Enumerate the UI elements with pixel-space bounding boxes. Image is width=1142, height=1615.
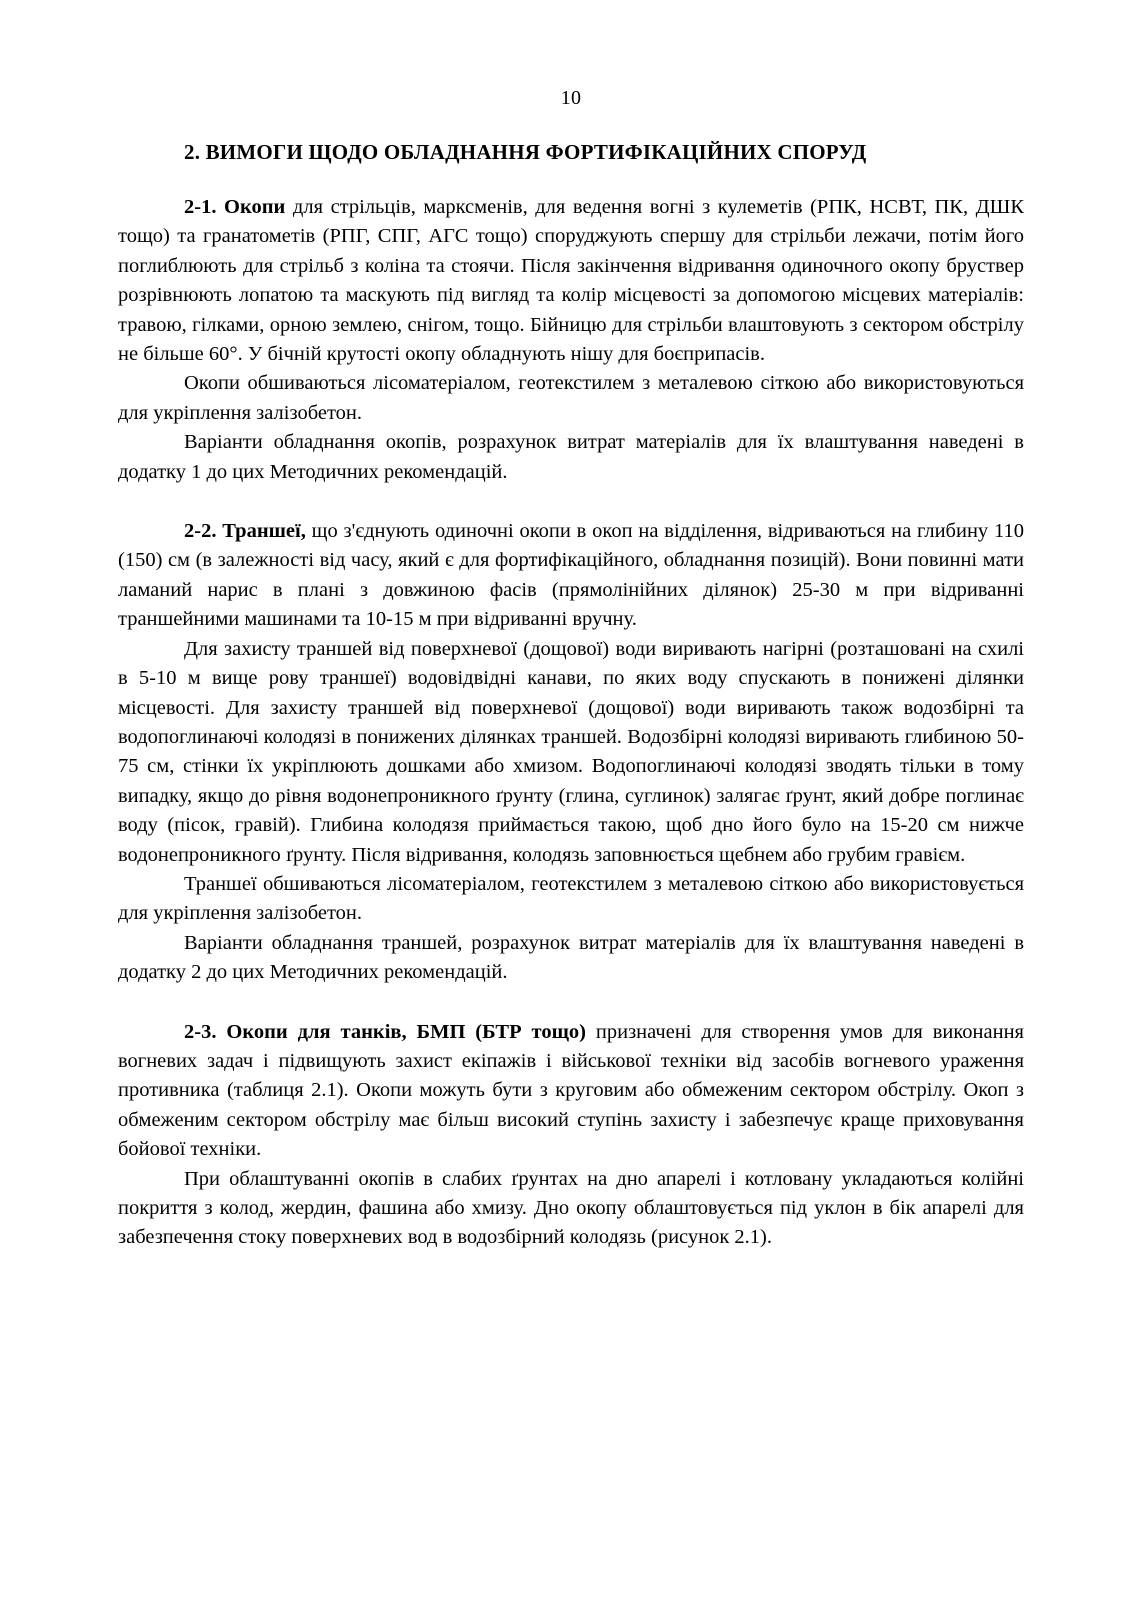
paragraph: [118, 1165, 1024, 1253]
paragraph-text: що з'єднують одиночні окопи в окоп на відділення, відриваються на глибину 110 (150) см (в залежності від часу, який є для фортифікаційного, обладнання позицій). Вони повинні мати ламаний нарис в плані з довжиною фасів (прямолінійних ділянок) 25-30 м при відриванні траншейними машинами та 10-15 м при відриванні вручну.: [118, 520, 1024, 631]
paragraph-text: Варіанти обладнання окопів, розрахунок витрат матеріалів для їх влаштування наведені в додатку 1 до цих Методичних рекомендацій.: [118, 431, 1024, 483]
section-lead-label: 2-1. Окопи: [184, 196, 286, 218]
paragraph-text: Окопи обшиваються лісоматеріалом, геотекстилем з металевою сіткою або використовуються для укріплення залізобетон.: [118, 372, 1024, 424]
paragraph: [118, 517, 1024, 635]
paragraph: [118, 929, 1024, 988]
paragraph-text: Для захисту траншей від поверхневої (дощової) води виривають нагірні (розташовані на схилі в 5-10 м вище рову траншеї) водовідвідні канави, по яких воду спускають в понижені ділянки місцевості. Для захисту траншей від поверхневої (дощової) води виривають також водозбірні та водопоглинаючі колодязі в понижених ділянках траншей. Водозбірні колодязі виривають глибиною 50-75 см, стінки їх укріплюють дошками або хмизом. Водопоглинаючі колодязі зводять тільки в тому випадку, якщо до рівня водонепроникного ґрунту (глина, суглинок) залягає ґрунт, який добре поглинає воду (пісок, гравій). Глибина колодязя приймається такою, щоб дно його було на 15-20 см нижче водонепроникного ґрунту. Після відривання, колодязь заповнюється щебнем або грубим гравієм.: [118, 637, 1024, 866]
paragraph-text: для стрільців, марксменів, для ведення вогні з кулеметів (РПК, НСВТ, ПК, ДШК тощо) та гранатометів (РПГ, СПГ, АГС тощо) споруджують спершу для стрільби лежачи, потім його поглиблюють для стрільб з коліна та стоячи. Після закінчення відривання одиночного окопу бруствер розрівнюють лопатою та маскують під вигляд та колір місцевості за допомогою місцевих матеріалів: травою, гілками, орною землею, снігом, тощо. Бійницю для стрільби влаштовують з сектором обстрілу не більше 60°. У бічній крутості окопу обладнують нішу для боєприпасів.: [118, 196, 1024, 366]
page-content: [118, 137, 1024, 1253]
page-number: 10: [560, 87, 582, 109]
paragraph-text: Траншеї обшиваються лісоматеріалом, геотекстилем з металевою сіткою або використовується для укріплення залізобетон.: [118, 872, 1024, 925]
paragraph: [118, 870, 1024, 929]
paragraph: [118, 369, 1024, 428]
section-2-2: [118, 517, 1024, 988]
paragraph: [118, 428, 1024, 487]
paragraph-text: При облаштуванні окопів в слабих ґрунтах на дно апарелі і котловану укладаються колійні покриття з колод, жердин, фашина або хмизу. Дно окопу облаштовується під уклон в бік апарелі для забезпечення стоку поверхневих вод в водозбірний колодязь (рисунок 2.1).: [118, 1167, 1024, 1249]
heading-spacer: [118, 167, 1024, 193]
page-title: 2. ВИМОГИ ЩОДО ОБЛАДНАННЯ ФОРТИФІКАЦІЙНИХ СПОРУД: [184, 140, 867, 164]
section-2-3: [118, 1018, 1024, 1253]
paragraph: [118, 193, 1024, 369]
section-lead-label: 2-3. Окопи для танків, БМП (БТР тощо): [184, 1020, 586, 1043]
section-lead-label: 2-2. Траншеї,: [184, 520, 306, 543]
paragraph: [118, 1018, 1024, 1165]
section-gap: [118, 487, 1024, 517]
paragraph-text: Варіанти обладнання траншей, розрахунок витрат матеріалів для їх влаштування наведені в додатку 2 до цих Методичних рекомендацій.: [118, 931, 1024, 984]
section-gap: [118, 988, 1024, 1018]
paragraph: [118, 635, 1024, 870]
section-2-1: [118, 193, 1024, 487]
paragraph-text: призначені для створення умов для виконання вогневих задач і підвищують захист екіпажів і військової техніки від засобів вогневого ураження противника (таблиця 2.1). Окопи можуть бути з круговим або обмеженим сектором обстрілу. Окоп з обмеженим сектором обстрілу має більш високий ступінь захисту і забезпечує краще приховування бойової техніки.: [118, 1020, 1024, 1161]
